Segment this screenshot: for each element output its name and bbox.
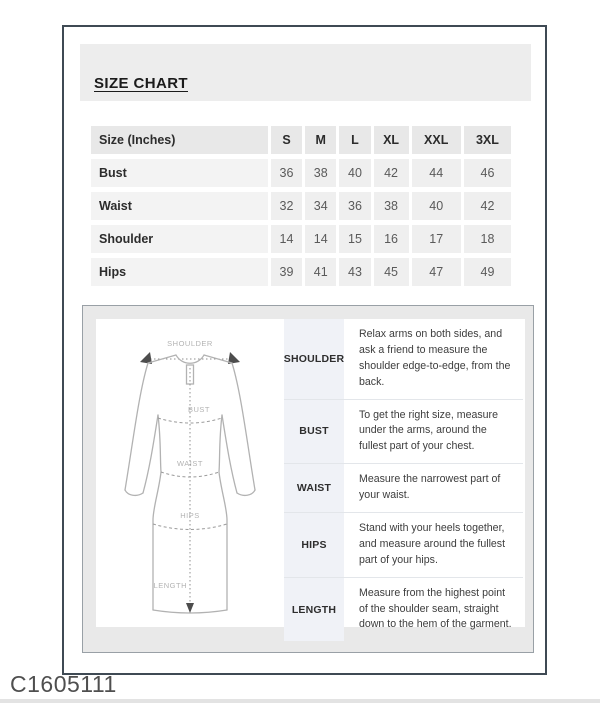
- waist-3xl: 42: [464, 192, 511, 220]
- bust-s: 36: [271, 159, 302, 187]
- shoulder-xl: 16: [374, 225, 409, 253]
- shoulder-xxl: 17: [412, 225, 461, 253]
- table-row-shoulder: [91, 225, 511, 253]
- col-header-size-inches: Size (Inches): [91, 126, 268, 154]
- instruction-label-bust: BUST: [284, 400, 344, 464]
- instruction-row-shoulder: [284, 319, 523, 399]
- bust-xl: 42: [374, 159, 409, 187]
- table-row-waist: [91, 192, 511, 220]
- page-title: SIZE CHART: [94, 75, 188, 92]
- col-header-l: L: [339, 126, 370, 154]
- bust-xxl: 44: [412, 159, 461, 187]
- title-band: [80, 44, 531, 101]
- hips-3xl: 49: [464, 258, 511, 286]
- measurement-guide-box: [82, 305, 534, 653]
- hips-l: 43: [339, 258, 370, 286]
- bust-m: 38: [305, 159, 336, 187]
- size-table-header-row: [91, 126, 511, 154]
- waist-s: 32: [271, 192, 302, 220]
- hips-s: 39: [271, 258, 302, 286]
- figure-label-waist: WAIST: [177, 459, 203, 468]
- shoulder-l: 15: [339, 225, 370, 253]
- instruction-text-waist: Measure the narrowest part of your waist.: [359, 473, 501, 502]
- row-label-shoulder: Shoulder: [91, 225, 268, 253]
- figure-label-shoulder: SHOULDER: [167, 339, 213, 348]
- figure-label-length: LENGTH: [153, 581, 187, 590]
- dress-sketch-svg: [100, 322, 280, 624]
- waist-m: 34: [305, 192, 336, 220]
- col-header-xl: XL: [374, 126, 409, 154]
- row-label-bust: Bust: [91, 159, 268, 187]
- shoulder-s: 14: [271, 225, 302, 253]
- col-header-s: S: [271, 126, 302, 154]
- size-table: [88, 121, 514, 291]
- figure-label-bust: BUST: [187, 405, 211, 414]
- col-header-xxl: XXL: [412, 126, 461, 154]
- bust-l: 40: [339, 159, 370, 187]
- hips-xxl: 47: [412, 258, 461, 286]
- instruction-text-bust: To get the right size, measure under the arms, around the fullest part of your chest.: [359, 408, 498, 453]
- col-header-m: M: [305, 126, 336, 154]
- instruction-label-length: LENGTH: [284, 578, 344, 642]
- instruction-row-waist: [284, 463, 523, 512]
- table-row-bust: [91, 159, 511, 187]
- hips-xl: 45: [374, 258, 409, 286]
- size-chart-card: [62, 25, 547, 675]
- figure-label-hips: HIPS: [180, 511, 200, 520]
- bottom-edge-strip: [0, 699, 600, 703]
- shoulder-3xl: 18: [464, 225, 511, 253]
- instruction-label-shoulder: SHOULDER: [284, 319, 344, 399]
- waist-xxl: 40: [412, 192, 461, 220]
- instruction-label-waist: WAIST: [284, 464, 344, 512]
- instruction-row-hips: [284, 512, 523, 577]
- hips-m: 41: [305, 258, 336, 286]
- product-code: C1605111: [10, 671, 117, 697]
- measurement-instructions: [283, 319, 525, 631]
- instruction-row-bust: [284, 399, 523, 464]
- instruction-row-length: [284, 577, 523, 642]
- shoulder-m: 14: [305, 225, 336, 253]
- dress-figure: [96, 319, 284, 627]
- instruction-text-shoulder: Relax arms on both sides, and ask a friend to measure the shoulder edge-to-edge, from the back.: [359, 328, 511, 388]
- waist-xl: 38: [374, 192, 409, 220]
- instruction-text-length: Measure from the highest point of the shoulder seam, straight down to the hem of the garment.: [359, 586, 512, 631]
- instruction-label-hips: HIPS: [284, 513, 344, 577]
- instruction-text-hips: Stand with your heels together, and measure around the fullest part of your hips.: [359, 522, 506, 566]
- col-header-3xl: 3XL: [464, 126, 511, 154]
- row-label-hips: Hips: [91, 258, 268, 286]
- length-arrow-icon: [186, 603, 194, 613]
- row-label-waist: Waist: [91, 192, 268, 220]
- waist-l: 36: [339, 192, 370, 220]
- table-row-hips: [91, 258, 511, 286]
- bust-3xl: 46: [464, 159, 511, 187]
